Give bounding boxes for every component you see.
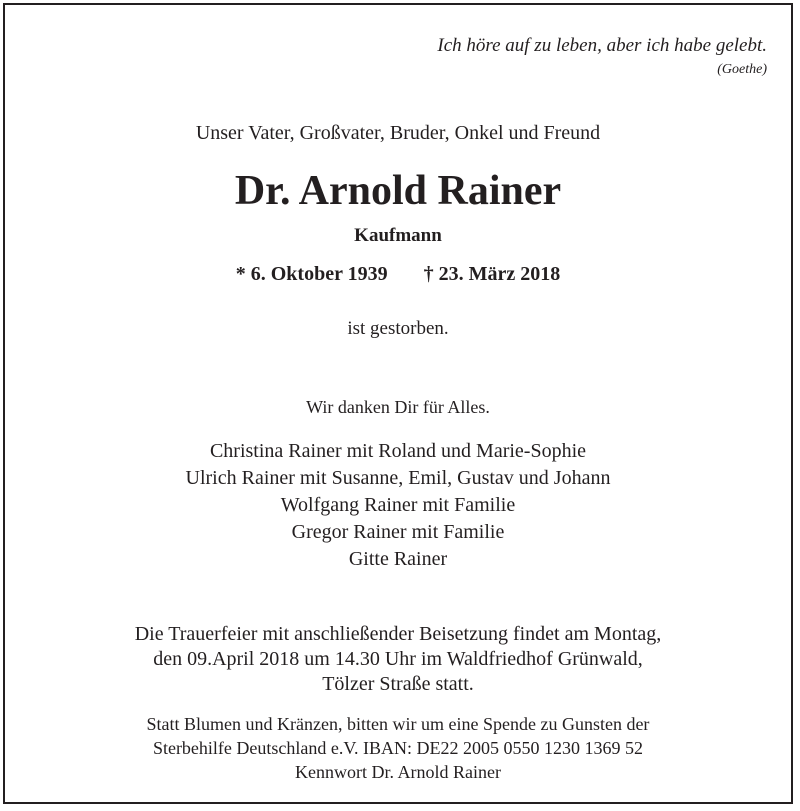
deceased-name: Dr. Arnold Rainer <box>234 168 562 214</box>
family-member: Christina Rainer mit Roland und Marie-Sophie <box>209 440 587 462</box>
death-date: † 23. März 2018 <box>423 263 561 285</box>
ceremony-line: Tölzer Straße statt. <box>322 673 474 695</box>
family-member: Gregor Rainer mit Familie <box>291 521 505 543</box>
donation-line: Statt Blumen und Kränzen, bitten wir um eine Spende zu Gunsten der <box>146 714 650 734</box>
family-list <box>5 438 791 573</box>
life-dates <box>5 261 791 287</box>
donation-line: Kennwort Dr. Arnold Rainer <box>295 762 501 782</box>
closing-line: ist gestorben. <box>347 318 449 339</box>
ceremony-line: den 09.April 2018 um 14.30 Uhr im Waldfriedhof Grünwald, <box>153 648 643 670</box>
donation-notice <box>5 712 791 784</box>
goethe-quote: Ich höre auf zu leben, aber ich habe gelebt. <box>437 35 767 56</box>
quote-author: (Goethe) <box>717 62 767 77</box>
family-member: Gitte Rainer <box>348 548 448 570</box>
donation-line: Sterbehilfe Deutschland e.V. IBAN: DE22 2005 0550 1230 1369 52 <box>152 738 644 758</box>
family-member: Wolfgang Rainer mit Familie <box>280 494 516 516</box>
profession: Kaufmann <box>354 225 442 246</box>
thanks-line: Wir danken Dir für Alles. <box>306 397 490 417</box>
birth-date: * 6. Oktober 1939 <box>235 263 388 285</box>
ceremony-notice <box>5 622 791 697</box>
intro-line: Unser Vater, Großvater, Bruder, Onkel und Freund <box>195 122 601 144</box>
family-member: Ulrich Rainer mit Susanne, Emil, Gustav und Johann <box>185 467 611 489</box>
ceremony-line: Die Trauerfeier mit anschließender Beisetzung findet am Montag, <box>134 623 662 645</box>
obituary-frame <box>3 3 793 804</box>
